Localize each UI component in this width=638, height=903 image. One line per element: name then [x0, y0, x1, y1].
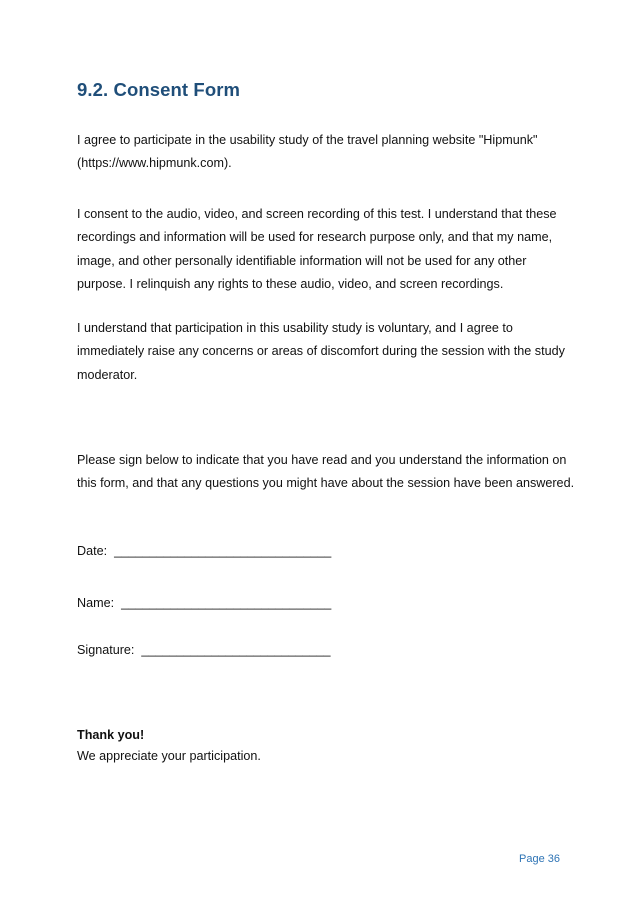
voluntary-paragraph: I understand that participation in this usability study is voluntary, and I agree to immediately raise any concerns or areas of discomfort during the session with the study moderator. — [77, 321, 565, 382]
thank-you-title: Thank you! — [77, 728, 145, 742]
appreciation-text: We appreciate your participation. — [77, 749, 261, 763]
sign-instruction-paragraph: Please sign below to indicate that you have read and you understand the information on this form, and that any questions you might have about the session have been answered. — [77, 453, 575, 491]
recording-consent-paragraph: I consent to the audio, video, and screen recording of this test. I understand that these recordings and information will be used for research purpose only, and that my name, image, and other personally identifiable information will not be used for any other purpose. I relinquish any rights to these audio, video, and screen recordings. — [77, 207, 557, 291]
participation-paragraph: I agree to participate in the usability study of the travel planning website "Hipmunk" (https://www.hipmunk.com). — [77, 133, 538, 171]
section-heading: 9.2. Consent Form — [77, 79, 241, 100]
signature-field: Signature: ___________________________ — [77, 643, 331, 657]
date-field: Date: _______________________________ — [77, 544, 332, 558]
name-field: Name: ______________________________ — [77, 596, 332, 610]
page-number: Page 36 — [519, 853, 560, 865]
